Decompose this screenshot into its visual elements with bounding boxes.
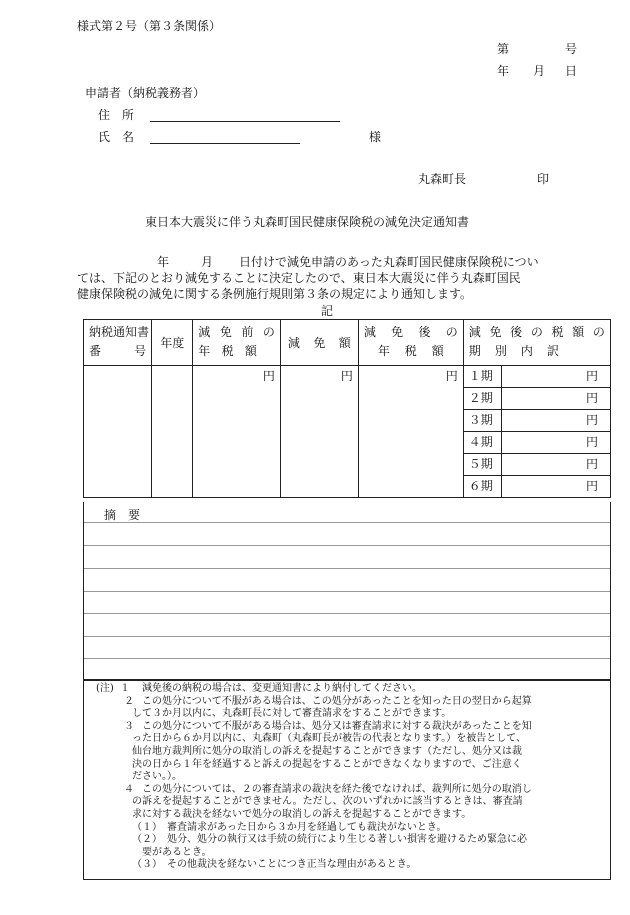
h3-d1: 税 (221, 344, 234, 358)
period-label: ４期 (464, 432, 502, 454)
h1-c3: 知 (125, 325, 138, 339)
note-line: ださい。）。 (132, 771, 182, 783)
h5-d0: 年 (377, 344, 390, 358)
remarks-line (84, 613, 610, 614)
header-fiscal-year (152, 320, 193, 366)
pre-amount-yen: 円 (262, 369, 275, 383)
date-year: 年 (497, 64, 510, 78)
h1-c4: 書 (137, 325, 150, 339)
h1-c2: 通 (113, 325, 126, 339)
period-amount[interactable] (502, 410, 610, 432)
h3-d0: 年 (198, 344, 211, 358)
note-mark: ３ (124, 720, 134, 732)
h6-c5: 額 (572, 325, 585, 339)
period-label: ６期 (464, 476, 502, 498)
reduction-yen: 円 (340, 369, 353, 383)
period-yen: 円 (585, 479, 598, 493)
h4-c2: 額 (338, 336, 351, 350)
remarks-line (84, 591, 610, 592)
note-line: （３） その他裁決を経ないことにつき正当な理由があるとき。 (132, 859, 417, 871)
note-line: 求に対する裁決を経ないで処分の取消しの訴えを提起することができます。 (132, 809, 472, 820)
pre-amount-cell[interactable] (193, 366, 281, 498)
period-row (464, 432, 610, 454)
issuer-title: 丸森町長 (418, 172, 467, 186)
period-amount[interactable] (502, 366, 610, 388)
remarks-line (84, 522, 610, 523)
h5-c3: の (445, 325, 458, 339)
header-period-breakdown (463, 320, 610, 366)
h6-c0: 減 (468, 325, 481, 339)
note-line: 決の日から１年を経過すると訴えの提起をすることができなくなりますので、ご注意く (132, 758, 522, 770)
note-line: 減免後の納税の場合は、変更通知書により納付してください。 (142, 683, 422, 694)
h4-c0: 減 (287, 336, 300, 350)
date-month: 月 (533, 64, 546, 78)
h6-c6: の (592, 325, 605, 339)
body-year: 年 (157, 255, 170, 269)
address-label: 住 所 (98, 108, 135, 122)
header-reduction (280, 320, 358, 366)
h3-c2: 前 (241, 325, 254, 339)
period-yen: 円 (585, 435, 598, 449)
notes-box (83, 680, 611, 880)
notice-number-cell[interactable] (84, 366, 152, 498)
note-line: った日から６か月以内に、丸森町（丸森町長が被告の代表となります。）を被告として、 (132, 733, 526, 745)
post-amount-cell[interactable] (358, 366, 463, 498)
doc-number-dai: 第 (497, 42, 510, 56)
remarks-line (84, 568, 610, 569)
post-amount-yen: 円 (445, 369, 458, 383)
period-label: １期 (464, 366, 502, 388)
sama-suffix: 様 (369, 130, 382, 144)
period-label: ２期 (464, 388, 502, 410)
period-row (464, 454, 610, 476)
note-line: （２） 処分、処分の執行又は手続の続行により生じる著しい損害を避けるため緊急に必 (132, 834, 527, 846)
header-notice-number (84, 320, 152, 366)
date-day: 日 (565, 64, 578, 78)
header-pre-amount (193, 320, 281, 366)
h6-d2: 内 (520, 344, 533, 358)
note-mark: ４ (124, 783, 134, 795)
doc-number-go: 号 (565, 42, 578, 56)
body-line-3: 健康保険税の減免に関する条例施行規則第３条の規定により通知します。 (77, 287, 473, 301)
note-line: 要があるとき。 (132, 846, 212, 858)
note-line: （１） 審査請求があった日から３か月を経過しても裁決がないとき。 (132, 821, 447, 833)
note-line: 仙台地方裁判所に処分の取消しの訴えを提起することができます（ただし、処分又は裁 (132, 746, 522, 757)
period-row (464, 476, 610, 498)
h6-d1: 別 (494, 344, 507, 358)
header-post-amount (358, 320, 463, 366)
period-label: ５期 (464, 454, 502, 476)
h6-d0: 期 (468, 344, 481, 358)
h6-d3: 訳 (546, 344, 559, 358)
remarks-line (84, 636, 610, 637)
h1-c0: 納 (89, 325, 102, 339)
h5-c1: 免 (391, 325, 404, 339)
fiscal-year-cell[interactable] (152, 366, 193, 498)
period-yen: 円 (585, 457, 598, 471)
period-row (464, 366, 610, 388)
reduction-cell[interactable] (280, 366, 358, 498)
h3-c3: の (262, 325, 275, 339)
h3-c0: 減 (198, 325, 211, 339)
h5-d2: 額 (431, 344, 444, 358)
note-line: して３か月以内に、丸森町長に対して審査請求をすることができます。 (132, 708, 452, 720)
h6-c2: 後 (510, 325, 523, 339)
body-line-2: ては、下記のとおり減免することに決定したので、東日本大震災に伴う丸森町国民 (77, 271, 521, 285)
h4-c1: 免 (313, 336, 326, 350)
remarks-line (84, 658, 610, 659)
h6-c1: 免 (489, 325, 502, 339)
notes-head: (注) (96, 683, 114, 694)
remarks-label: 摘 要 (104, 508, 141, 522)
name-label: 氏 名 (98, 130, 135, 144)
h1-c1: 税 (101, 325, 114, 339)
h3-c1: 免 (219, 325, 232, 339)
period-list (463, 366, 610, 498)
ki-label: 記 (321, 304, 334, 318)
h6-c3: の (530, 325, 543, 339)
period-label: ３期 (464, 410, 502, 432)
body-month: 月 (201, 255, 214, 269)
address-field-line[interactable] (150, 121, 340, 122)
h1-d1: 号 (134, 344, 147, 358)
h3-d2: 額 (244, 344, 257, 358)
note-mark: ２ (124, 695, 134, 707)
name-field-line[interactable] (150, 143, 300, 144)
period-yen: 円 (585, 413, 598, 427)
note-line: この処分について不服がある場合は、処分又は審査請求に対する裁決があったことを知 (142, 720, 532, 732)
period-yen: 円 (585, 391, 598, 405)
h5-d1: 税 (404, 344, 417, 358)
note-line: この処分については、２の審査請求の裁決を経た後でなければ、裁判所に処分の取消し (142, 783, 532, 795)
h1-d0: 番 (89, 344, 102, 358)
note-line: この処分について不服がある場合は、この処分があったことを知った日の翌日から起算 (142, 695, 532, 707)
h5-c0: 減 (363, 325, 376, 339)
remarks-box[interactable] (83, 502, 611, 680)
period-amount[interactable] (502, 388, 610, 410)
period-row (464, 410, 610, 432)
header-fiscal-year-label: 年度 (160, 336, 185, 350)
document-title: 東日本大震災に伴う丸森町国民健康保険税の減免決定通知書 (145, 215, 470, 229)
applicant-label: 申請者（納税義務者） (85, 86, 206, 100)
form-id: 様式第２号（第３条関係） (77, 19, 222, 33)
period-row (464, 388, 610, 410)
note-mark: １ (120, 683, 130, 694)
note-line: の訴えを提起することができません。ただし、次のいずれかに該当するときは、審査請 (132, 796, 523, 808)
period-amount[interactable] (502, 476, 610, 498)
h5-c2: 後 (418, 325, 431, 339)
period-amount[interactable] (502, 432, 610, 454)
period-yen: 円 (585, 369, 598, 383)
body-line-1: 日付けで減免申請のあった丸森町国民健康保険税につい (239, 255, 539, 269)
seal-mark: 印 (537, 172, 550, 186)
tax-table (83, 319, 611, 498)
h6-c4: 税 (551, 325, 564, 339)
remarks-line (84, 545, 610, 546)
period-amount[interactable] (502, 454, 610, 476)
